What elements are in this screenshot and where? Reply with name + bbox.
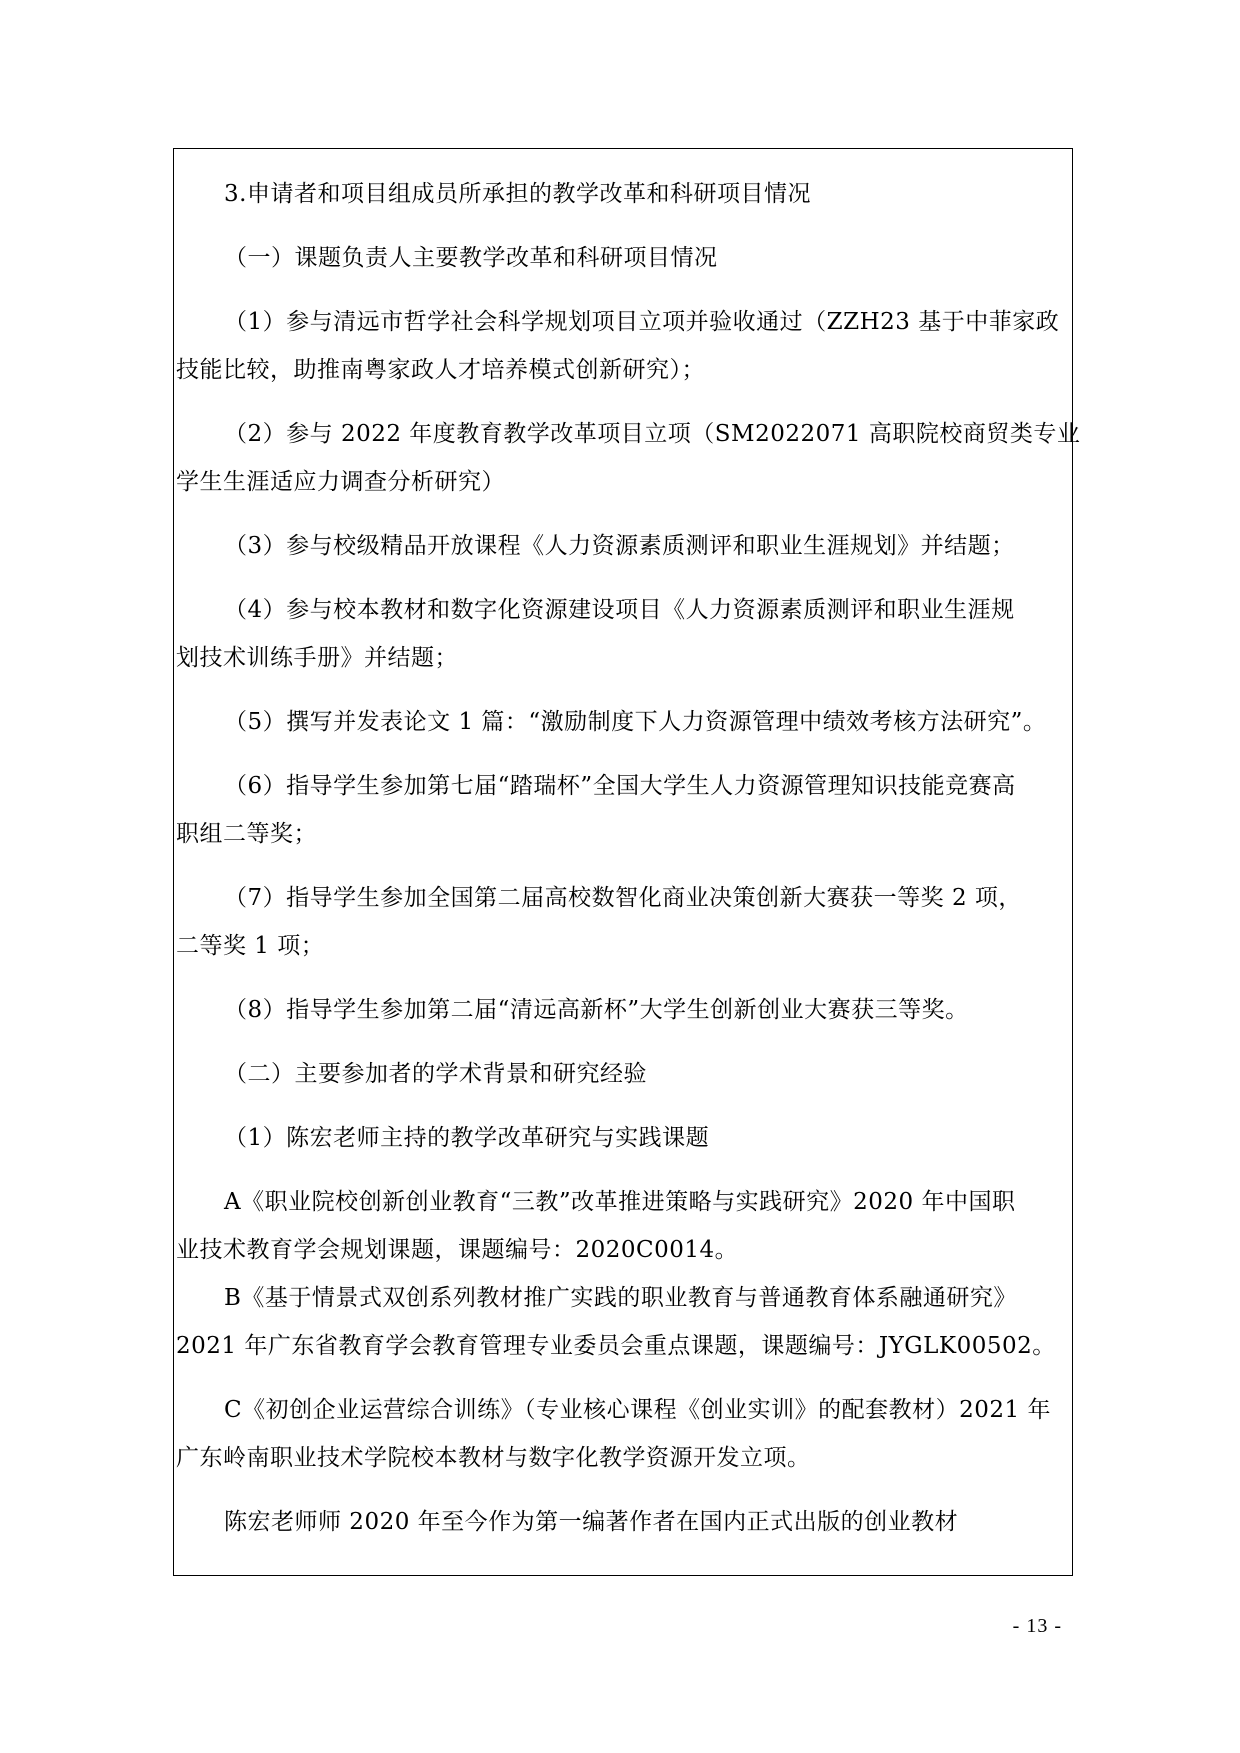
list-item: （5）撰写并发表论文 1 篇：“激励制度下人力资源管理中绩效考核方法研究”。 <box>224 709 1047 735</box>
list-item: （3）参与校级精品开放课程《人力资源素质测评和职业生涯规划》并结题； <box>224 533 1015 559</box>
project-item: C《初创企业运营综合训练》（专业核心课程《创业实训》的配套教材）2021 年 <box>224 1397 1051 1423</box>
subsection-heading: （二）主要参加者的学术背景和研究经验 <box>224 1061 647 1087</box>
list-item-continuation: 二等奖 1 项； <box>176 933 325 959</box>
list-item-continuation: 技能比较，助推南粤家政人才培养模式创新研究）； <box>176 357 705 383</box>
project-item: A《职业院校创新创业教育“三教”改革推进策略与实践研究》2020 年中国职 <box>224 1189 1016 1215</box>
content-box <box>173 148 1081 1576</box>
list-item-continuation: 划技术训练手册》并结题； <box>176 645 458 671</box>
list-item: （6）指导学生参加第七届“踏瑞杯”全国大学生人力资源管理知识技能竞赛高 <box>224 773 1016 799</box>
list-item-continuation: 职组二等奖； <box>176 821 317 847</box>
list-item: （2）参与 2022 年度教育教学改革项目立项（SM2022071 高职院校商贸类专业 <box>224 421 1081 447</box>
list-item: （1）参与清远市哲学社会科学规划项目立项并验收通过（ZZH23 基于中菲家政 <box>224 309 1060 335</box>
paragraph: 陈宏老师师 2020 年至今作为第一编著作者在国内正式出版的创业教材 <box>224 1509 959 1535</box>
project-item-continuation: 业技术教育学会规划课题，课题编号：2020C0014。 <box>176 1237 739 1263</box>
page-number: - 13 - <box>1012 1615 1062 1637</box>
project-item-continuation: 2021 年广东省教育学会教育管理专业委员会重点课题，课题编号：JYGLK00502。 <box>176 1333 1056 1359</box>
project-item: B《基于情景式双创系列教材推广实践的职业教育与普通教育体系融通研究》 <box>224 1285 1017 1311</box>
list-item: （8）指导学生参加第二届“清远高新杯”大学生创新创业大赛获三等奖。 <box>224 997 969 1023</box>
list-item: （1）陈宏老师主持的教学改革研究与实践课题 <box>224 1125 710 1151</box>
subsection-heading: （一）课题负责人主要教学改革和科研项目情况 <box>224 245 718 271</box>
section-heading: 3.申请者和项目组成员所承担的教学改革和科研项目情况 <box>224 181 811 207</box>
project-item-continuation: 广东岭南职业技术学院校本教材与数字化教学资源开发立项。 <box>176 1445 811 1471</box>
list-item-continuation: 学生生涯适应力调查分析研究） <box>176 469 505 495</box>
list-item: （4）参与校本教材和数字化资源建设项目《人力资源素质测评和职业生涯规 <box>224 597 1015 623</box>
list-item: （7）指导学生参加全国第二届高校数智化商业决策创新大赛获一等奖 2 项， <box>224 885 1022 911</box>
